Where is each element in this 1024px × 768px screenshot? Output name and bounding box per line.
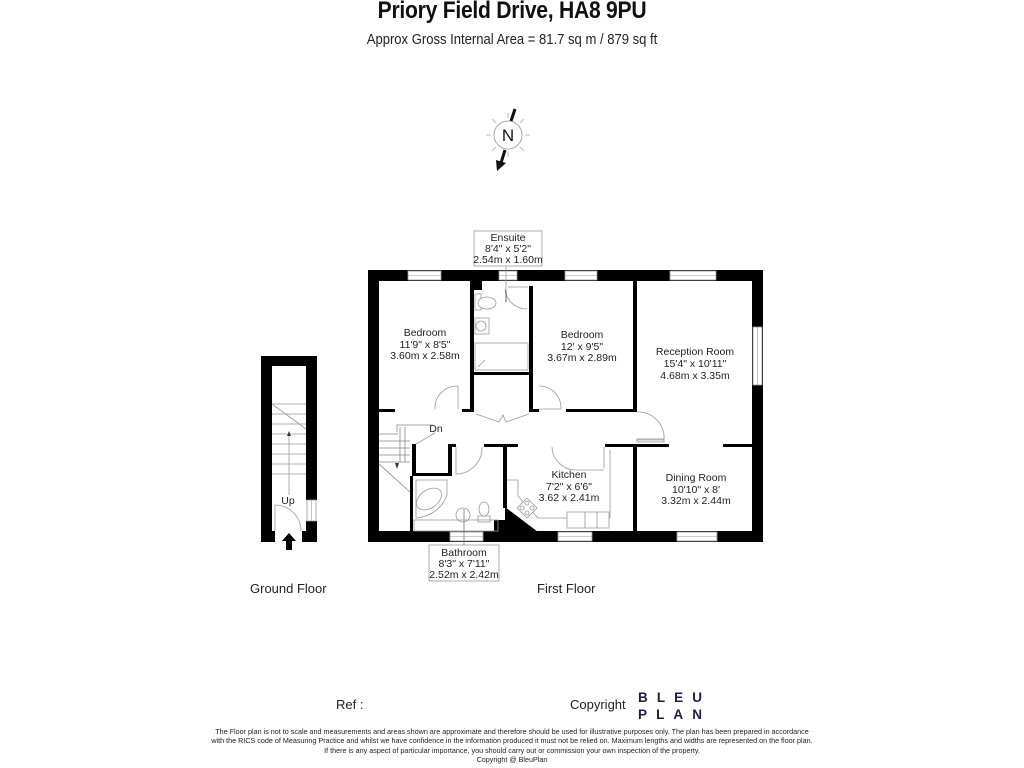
svg-text:Bathroom: Bathroom — [441, 547, 487, 559]
north-arrow-icon — [486, 109, 530, 171]
room-label-bathroom — [429, 545, 499, 581]
svg-text:3.60m x 2.58m: 3.60m x 2.58m — [390, 350, 460, 362]
svg-text:Bedroom: Bedroom — [403, 327, 447, 339]
svg-text:2.54m x 1.60m: 2.54m x 1.60m — [473, 254, 543, 266]
svg-text:11'9" x 8'5": 11'9" x 8'5" — [399, 339, 451, 351]
svg-text:3.62 x 2.41m: 3.62 x 2.41m — [538, 492, 600, 504]
room-label-kitchen — [539, 469, 600, 504]
svg-text:3.32m x 2.44m: 3.32m x 2.44m — [661, 495, 731, 507]
svg-text:Bedroom: Bedroom — [560, 329, 604, 341]
entrance-arrow-icon — [282, 533, 296, 550]
ground-floor-label: Ground Floor — [250, 581, 327, 596]
svg-text:15'4" x 10'11": 15'4" x 10'11" — [663, 358, 727, 370]
svg-text:4.68m x 3.35m: 4.68m x 3.35m — [660, 370, 730, 382]
gross-area-subtitle: Approx Gross Internal Area = 81.7 sq m / 879 sq ft — [366, 32, 658, 48]
svg-text:7'2" x 6'6": 7'2" x 6'6" — [546, 481, 592, 493]
svg-text:Kitchen: Kitchen — [551, 469, 587, 481]
svg-text:8'4" x 5'2": 8'4" x 5'2" — [485, 243, 531, 255]
first-floor-plan — [368, 231, 763, 581]
ground-floor-plan — [261, 356, 317, 550]
svg-text:8'3" x 7'11": 8'3" x 7'11" — [438, 558, 490, 570]
svg-text:Reception Room: Reception Room — [655, 346, 735, 358]
bleuplan-logo: B L E U P L A N — [638, 690, 702, 722]
first-floor-label: First Floor — [537, 581, 596, 596]
svg-text:2.52m x 2.42m: 2.52m x 2.42m — [429, 569, 499, 581]
svg-text:3.67m x 2.89m: 3.67m x 2.89m — [547, 352, 617, 364]
room-label-ensuite — [473, 231, 543, 266]
room-label-reception — [656, 346, 734, 382]
stairs-down-label: Dn — [429, 423, 443, 435]
svg-text:12' x 9'5": 12' x 9'5" — [560, 341, 604, 353]
room-label-dining — [661, 472, 731, 507]
svg-text:Dining Room: Dining Room — [665, 472, 727, 484]
page-title: Priory Field Drive, HA8 9PU — [377, 0, 647, 24]
stairs-up-label: Up — [281, 495, 295, 507]
ref-label: Ref : — [336, 697, 364, 712]
svg-text:10'10" x 8': 10'10" x 8' — [671, 484, 721, 496]
svg-text:N: N — [501, 126, 515, 145]
room-label-bedroom-2 — [547, 329, 617, 364]
room-label-bedroom-1 — [390, 327, 460, 362]
svg-text:Ensuite: Ensuite — [490, 232, 526, 244]
disclaimer-text: The Floor plan is not to scale and measurements and areas shown are approximate and therefore should be used for illustrative purposes only. The plan has been prepared in accordance with the RICS code of Measuring Practice and whilst we have confidence in the information produced it must not be relied on. Maximum lengths and widths are represented on the floor plan. If there is any aspect of particular importance, you should carry out or commission your own inspection of the property. Copyright @ BleuPlan — [211, 727, 813, 765]
copyright-label: Copyright — [570, 697, 626, 712]
